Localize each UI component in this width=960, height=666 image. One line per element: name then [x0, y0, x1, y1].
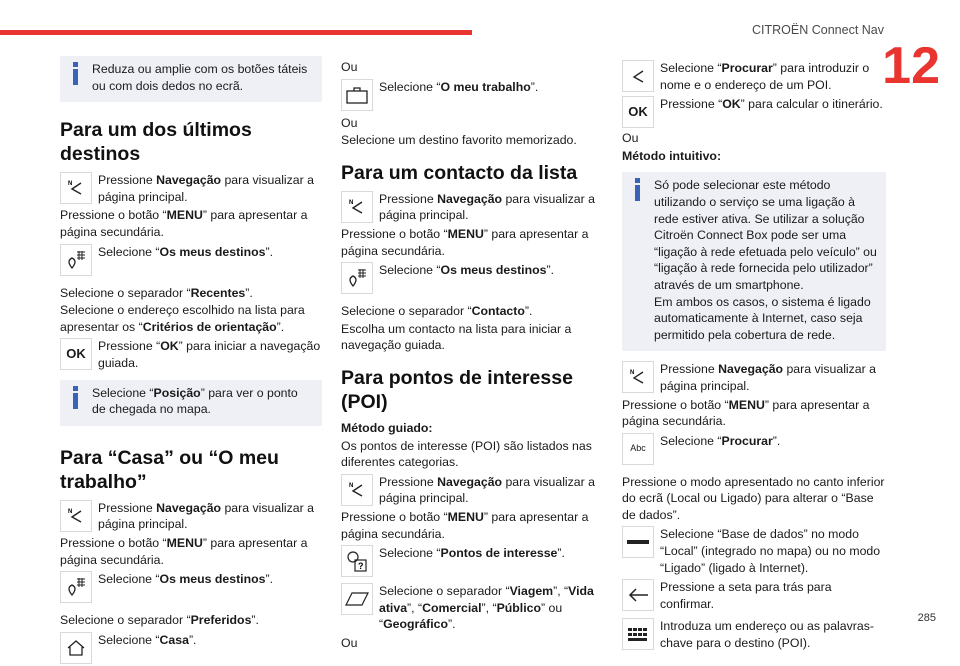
destination-pin-icon — [60, 571, 92, 603]
step: Selecione “Casa”. — [60, 632, 322, 664]
info-note: Só pode selecionar este método utilizando o serviço se uma ligação à rede estiver ativa. Se utilizar a solução Citroën Connect Box pode ser uma “ligação à rede efetuada pelo veículo” ou “ligação à rede fornecida pelo utilizador” através de um smartphone. Em ambos os casos, o sistema é ligado automaticamente à Internet, caso seja permitido pela cobertura de rede. — [622, 172, 886, 351]
poi-icon — [341, 545, 373, 577]
info-note: Selecione “Posição” para ver o ponto de chegada no mapa. — [60, 380, 322, 426]
step: ? Selecione “Pontos de interesse”. — [341, 545, 603, 577]
step: N Pressione Navegação para visualizar a página principal. — [341, 474, 603, 507]
step: Selecione “Os meus destinos”. — [60, 244, 322, 276]
step: Abc Selecione “Procurar”. — [622, 433, 886, 465]
svg-text:N: N — [68, 181, 73, 188]
section-heading: Para pontos de interesse (POI) — [341, 366, 573, 413]
svg-text:N: N — [349, 482, 354, 489]
step: Selecione “O meu trabalho”. — [341, 79, 603, 111]
chapter-number: 12 — [882, 37, 940, 95]
step: N Pressione Navegação para visualizar a página principal. — [60, 172, 322, 205]
column-2: Ou Selecione “O meu trabalho”. Ou Selecione um destino favorito memorizado. Para um contacto da lista N Pressione Navegação para visualizar a página principal. Pressione o botão “MENU” para apresentar a página secundária. Selecione “Os meus destinos”. Selecione o separador “Contacto”. Escolha um contacto na lista para iniciar a navegação guiada. Para pontos de interesse (POI) Método guiado: Os pontos de interesse (POI) são listados nas diferentes categorias. N Pressione Navegação para visualizar a página principal. Pressione o botão “MENU” para apresentar a página secundária. ? Selecione “Pontos de interesse”. Selecione o separador “Viagem”, “Vida ativa”, “Comercial”, “Público” ou “Geográfico”. Ou — [341, 56, 603, 652]
navigation-icon — [622, 361, 654, 393]
svg-text:?: ? — [358, 561, 364, 572]
note-text: Reduza ou amplie com os botões táteis ou com dois dedos no ecrã. — [92, 62, 308, 93]
step: Selecione o separador “Viagem”, “Vida ativa”, “Comercial”, “Público” ou “Geográfico”. — [341, 583, 603, 633]
page-number: 285 — [917, 612, 936, 624]
step: OK Pressione “OK” para calcular o itinerário. — [622, 96, 886, 128]
column-1: Reduza ou amplie com os botões táteis ou com dois dedos no ecrã. Para um dos últimos destinos N Pressione Navegação para visualizar a página principal. Pressione o botão “MENU” para apresentar a página secundária. Selecione “Os meus destinos”. Selecione o separador “Recentes”. Selecione o endereço escolhido na lista para apresentar os “Critérios de orientação”. OK Pressione “OK” para iniciar a navegação guiada. Selecione “Posição” para ver o ponto de chegada no mapa. Para “Casa” ou “O meu trabalho” N Pressione Navegação para visualizar a página principal. Pressione o botão “MENU” para apresentar a página secundária. Selecione “Os meus destinos”. Selecione o separador “Preferidos”. Selecione “Casa”. — [60, 56, 322, 666]
step: Selecione “Os meus destinos”. — [60, 571, 322, 603]
database-mode-icon — [622, 526, 654, 558]
info-icon — [68, 386, 82, 409]
back-arrow-icon — [622, 579, 654, 611]
info-note — [60, 56, 322, 102]
briefcase-icon — [341, 79, 373, 111]
home-icon — [60, 632, 92, 664]
section-heading: Para um contacto da lista — [341, 161, 578, 184]
svg-text:N: N — [630, 370, 635, 377]
navigation-icon — [60, 172, 92, 204]
column-3: Selecione “Procurar” para introduzir o nome e o endereço de um POI. OK Pressione “OK” para calcular o itinerário. Ou Método intuitivo: Só pode selecionar este método utilizando o serviço se uma ligação à rede estiver ativa. Se utilizar a solução Citroën Connect Box pode ser uma “ligação à rede efetuada pelo veículo” ou “ligação à rede fornecida pelo utilizador” através de um smartphone. Em ambos os casos, o sistema é ligado automaticamente à Internet, caso seja permitido pela cobertura de rede. N Pressione Navegação para visualizar a página principal. Pressione o botão “MENU” para apresentar a página secundária. Abc Selecione “Procurar”. Pressione o modo apresentado no canto inferior do ecrã (Local ou Ligado) para alterar o “Base de dados”. Selecione “Base de dados” no modo “Local” (integrado no mapa) ou no modo “Ligado” (ligado à Internet). Pressione a seta para trás para confirmar. Introduza um endereço ou as palavras-chave para o destino (POI). — [622, 61, 885, 651]
svg-text:N: N — [349, 199, 354, 206]
search-icon — [622, 60, 654, 92]
keyboard-icon — [622, 618, 654, 650]
navigation-icon — [341, 191, 373, 223]
step: N Pressione Navegação para visualizar a página principal. — [341, 191, 603, 224]
info-icon — [630, 178, 644, 201]
step: Selecione “Base de dados” no modo “Local” (integrado no mapa) ou no modo “Ligado” (ligado à Internet). — [622, 526, 886, 576]
step: OK Pressione “OK” para iniciar a navegação guiada. — [60, 338, 322, 371]
step: Selecione “Os meus destinos”. — [341, 262, 603, 294]
header-red-bar — [0, 30, 472, 35]
ok-icon: OK — [622, 96, 654, 128]
navigation-icon — [60, 500, 92, 532]
ok-icon: OK — [60, 338, 92, 370]
step: Pressione a seta para trás para confirmar. — [622, 579, 886, 612]
step: Introduza um endereço ou as palavras-chave para o destino (POI). — [622, 618, 886, 651]
svg-text:N: N — [68, 508, 73, 515]
step: Selecione “Procurar” para introduzir o nome e o endereço de um POI. — [622, 60, 886, 93]
navigation-icon — [341, 474, 373, 506]
section-heading: Para “Casa” ou “O meu trabalho” — [60, 446, 279, 493]
info-icon — [68, 62, 82, 85]
destination-pin-icon — [341, 262, 373, 294]
step: N Pressione Navegação para visualizar a página principal. — [60, 500, 322, 533]
running-header: CITROËN Connect Nav — [752, 23, 884, 37]
category-tab-icon — [341, 583, 373, 615]
section-heading: Para um dos últimos destinos — [60, 119, 252, 166]
step: N Pressione Navegação para visualizar a página principal. — [622, 361, 886, 394]
destination-pin-icon — [60, 244, 92, 276]
keyboard-abc-icon: Abc — [622, 433, 654, 465]
